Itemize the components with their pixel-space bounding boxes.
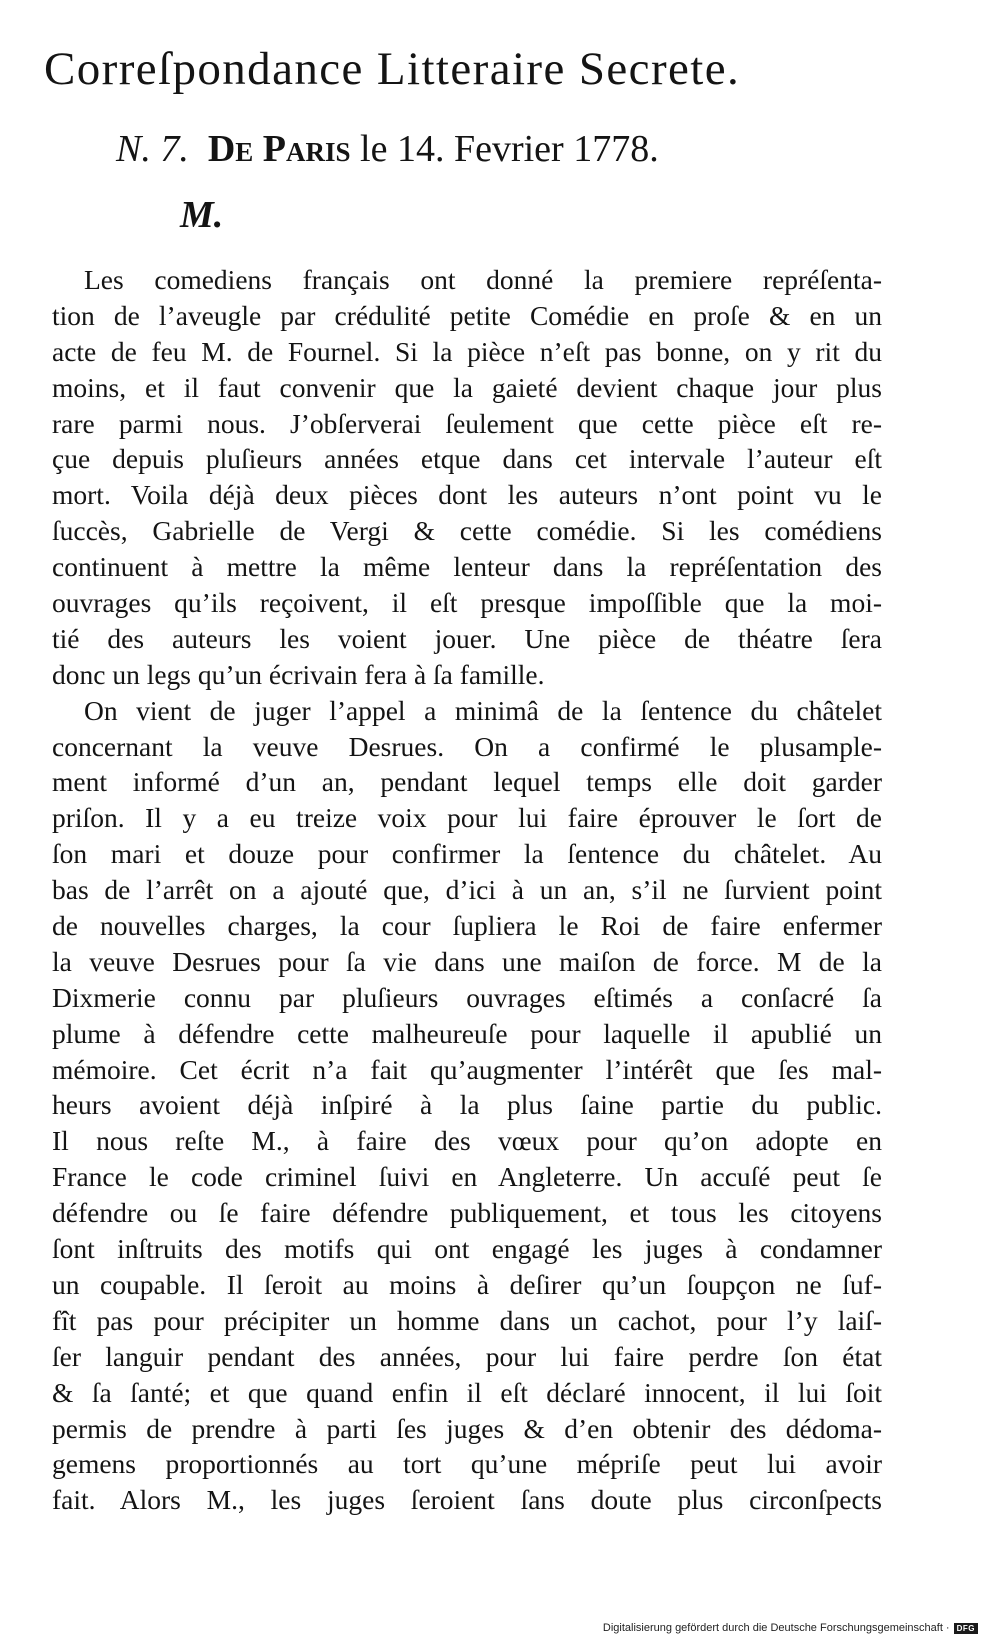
dfg-logo: DFG bbox=[954, 1623, 978, 1634]
text-line: Les comediens français ont donné la premiere repréſenta- bbox=[84, 264, 882, 295]
text-line: ſont inſtruits des motifs qui ont engagé les juges à condamner bbox=[52, 1233, 882, 1265]
page-title: Correſpondance Litteraire Secrete. bbox=[44, 43, 741, 95]
issue-number: N. 7. bbox=[116, 128, 189, 170]
dateline bbox=[116, 130, 916, 168]
text-line: çue depuis pluſieurs années etque dans cet intervale l’auteur eſt bbox=[52, 443, 882, 475]
text-line: ment informé d’un an, pendant lequel temps elle doit garder bbox=[52, 766, 882, 798]
text-line: moins, et il faut convenir que la gaieté devient chaque jour plus bbox=[52, 371, 882, 403]
text-line: gemens proportionnés au tort qu’une mépriſe peut lui avoir bbox=[52, 1448, 882, 1480]
issue-date: le 14. Fevrier 1778. bbox=[360, 128, 659, 170]
text-line: heurs avoient déjà inſpiré à la plus ſaine partie du public. bbox=[52, 1089, 882, 1121]
text-line: mémoire. Cet écrit n’a fait qu’augmenter l’intérêt que ſes mal- bbox=[52, 1053, 882, 1085]
text-line: mort. Voila déjà deux pièces dont les auteurs n’ont point vu le bbox=[52, 479, 882, 511]
text-line: plume à défendre cette malheureuſe pour laquelle il apublié un bbox=[52, 1017, 882, 1049]
place-name: De Paris bbox=[207, 128, 351, 170]
text-line: tion de l’aveugle par crédulité petite Comédie en proſe & en un bbox=[52, 299, 882, 331]
text-line: défendre ou ſe faire défendre publiquement, et tous les citoyens bbox=[52, 1197, 882, 1229]
text-line: & ſa ſanté; et que quand enfin il eſt déclaré innocent, il lui ſoit bbox=[52, 1376, 882, 1408]
text-line: France le code criminel ſuivi en Angleterre. Un accuſé peut ſe bbox=[52, 1161, 882, 1193]
text-line: de nouvelles charges, la cour ſupliera le Roi de faire enfermer bbox=[52, 910, 882, 942]
paragraph-2 bbox=[52, 693, 882, 1518]
text-line: Il nous reſte M., à faire des vœux pour qu’on adopte en bbox=[52, 1125, 882, 1157]
text-line: la veuve Desrues pour ſa vie dans une maiſon de force. M de la bbox=[52, 945, 882, 977]
text-line: priſon. Il y a eu treize voix pour lui faire éprouver le ſort de bbox=[52, 802, 882, 834]
text-line: fît pas pour précipiter un homme dans un cachot, pour l’y laiſ- bbox=[52, 1304, 882, 1336]
text-line: acte de feu M. de Fournel. Si la pièce n’eſt pas bonne, on y rit du bbox=[52, 335, 882, 367]
text-line: On vient de juger l’appel a minimâ de la ſentence du châtelet bbox=[84, 694, 882, 726]
salutation: M. bbox=[180, 194, 224, 236]
text-line: donc un legs qu’un écrivain fera à ſa famille. bbox=[52, 658, 545, 690]
body-text bbox=[52, 262, 882, 1518]
text-line: ſon mari et douze pour confirmer la ſentence du châtelet. Au bbox=[52, 838, 882, 870]
text-line: permis de prendre à parti ſes juges & d’en obtenir des dédoma- bbox=[52, 1412, 882, 1444]
text-line: ſuccès, Gabrielle de Vergi & cette comédie. Si les comédiens bbox=[52, 515, 882, 547]
text-line: tié des auteurs les voient jouer. Une pièce de théatre ſera bbox=[52, 622, 882, 654]
text-line: concernant la veuve Desrues. On a confirmé le plusample- bbox=[52, 730, 882, 762]
text-line: bas de l’arrêt on a ajouté que, d’ici à un an, s’il ne ſurvient point bbox=[52, 874, 882, 906]
text-line: Dixmerie connu par pluſieurs ouvrages eſtimés a conſacré ſa bbox=[52, 981, 882, 1013]
text-line: un coupable. Il ſeroit au moins à deſirer qu’un ſoupçon ne ſuf- bbox=[52, 1268, 882, 1300]
credit-text: Digitalisierung gefördert durch die Deutsche Forschungsgemeinschaft · bbox=[602, 1622, 950, 1634]
text-line: continuent à mettre la même lenteur dans la repréſentation des bbox=[52, 551, 882, 583]
digitization-credit bbox=[603, 1622, 978, 1634]
text-line: ouvrages qu’ils reçoivent, il eſt presque impoſſible que la moi- bbox=[52, 587, 882, 619]
text-line: fait. Alors M., les juges ſeroient ſans doute plus circonſpects bbox=[52, 1484, 882, 1516]
text-line: rare parmi nous. J’obſerverai ſeulement que cette pièce eſt re- bbox=[52, 407, 882, 439]
text-line: ſer languir pendant des années, pour lui faire perdre ſon état bbox=[52, 1340, 882, 1372]
paragraph-1 bbox=[52, 262, 882, 693]
